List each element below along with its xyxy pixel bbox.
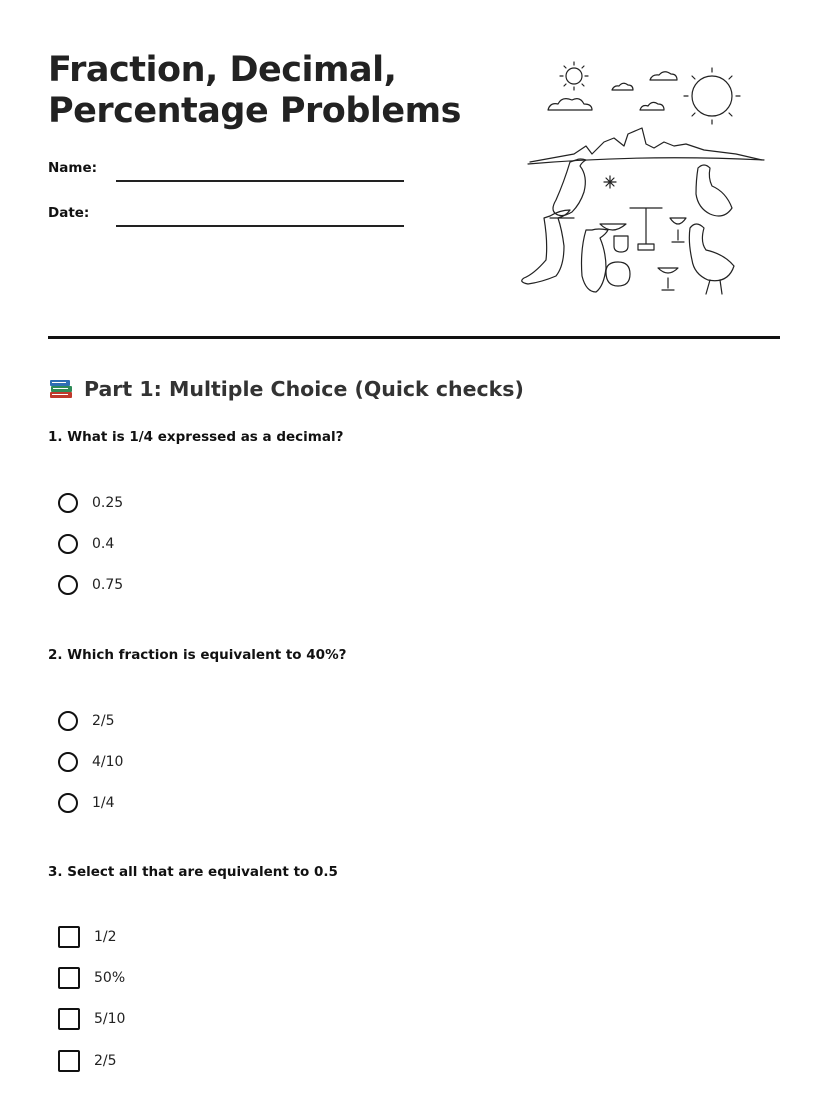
checkbox[interactable] xyxy=(58,967,80,989)
table xyxy=(630,208,662,250)
q1-option-3[interactable] xyxy=(58,573,123,597)
radio-button[interactable] xyxy=(58,711,78,731)
option-label: 0.75 xyxy=(92,577,124,593)
q1-option-2[interactable] xyxy=(58,532,114,556)
title-line-1: Fraction, Decimal, xyxy=(48,50,397,90)
header-divider xyxy=(48,336,780,339)
radio-button[interactable] xyxy=(58,493,78,513)
cloud-icon xyxy=(650,72,677,80)
option-label: 5/10 xyxy=(94,1011,126,1027)
option-label: 2/5 xyxy=(92,713,115,729)
joey xyxy=(582,229,609,292)
mountains xyxy=(530,128,762,162)
option-label: 1/4 xyxy=(92,795,115,811)
checkbox[interactable] xyxy=(58,926,80,948)
question-1: 1. What is 1/4 expressed as a decimal? xyxy=(48,429,344,445)
radio-button[interactable] xyxy=(58,752,78,772)
q1-option-1[interactable] xyxy=(58,491,123,515)
pumpkin xyxy=(606,262,630,286)
option-label: 0.25 xyxy=(92,495,124,511)
part1-heading xyxy=(48,373,524,405)
question-2: 2. Which fraction is equivalent to 40%? xyxy=(48,647,347,663)
name-line[interactable] xyxy=(116,180,404,182)
radio-button[interactable] xyxy=(58,575,78,595)
worksheet-title xyxy=(48,50,488,132)
part1-title: Part 1: Multiple Choice (Quick checks) xyxy=(84,377,524,401)
small-sun-icon xyxy=(560,62,588,90)
date-label: Date: xyxy=(48,205,90,221)
cloud-icon xyxy=(640,102,664,110)
q3-option-3[interactable] xyxy=(58,1007,125,1031)
kangaroo-top xyxy=(553,159,586,216)
cup xyxy=(614,236,628,252)
title-line-2: Percentage Problems xyxy=(48,91,461,131)
big-sun-icon xyxy=(684,68,740,124)
radio-button[interactable] xyxy=(58,793,78,813)
radio-button[interactable] xyxy=(58,534,78,554)
q3-option-2[interactable] xyxy=(58,966,125,990)
option-label: 50% xyxy=(94,970,126,986)
option-label: 4/10 xyxy=(92,754,124,770)
q2-option-2[interactable] xyxy=(58,750,123,774)
glass xyxy=(658,268,678,290)
date-line[interactable] xyxy=(116,225,404,227)
books-icon xyxy=(48,377,74,401)
option-label: 2/5 xyxy=(94,1053,117,1069)
option-label: 1/2 xyxy=(94,929,117,945)
checkbox[interactable] xyxy=(58,1050,80,1072)
emu-top xyxy=(696,165,732,216)
emu-bottom xyxy=(689,224,734,281)
q3-option-4[interactable] xyxy=(58,1049,117,1073)
q2-option-1[interactable] xyxy=(58,709,115,733)
checkbox[interactable] xyxy=(58,1008,80,1030)
option-label: 0.4 xyxy=(92,536,115,552)
question-3: 3. Select all that are equivalent to 0.5 xyxy=(48,864,338,880)
name-label: Name: xyxy=(48,160,98,176)
cloud-icon xyxy=(612,83,633,90)
cloud-icon xyxy=(548,99,592,110)
q2-option-3[interactable] xyxy=(58,791,115,815)
glass xyxy=(670,218,686,242)
q3-option-1[interactable] xyxy=(58,925,117,949)
kangaroo-bottom xyxy=(522,210,570,284)
outback-animals-illustration xyxy=(514,58,778,302)
